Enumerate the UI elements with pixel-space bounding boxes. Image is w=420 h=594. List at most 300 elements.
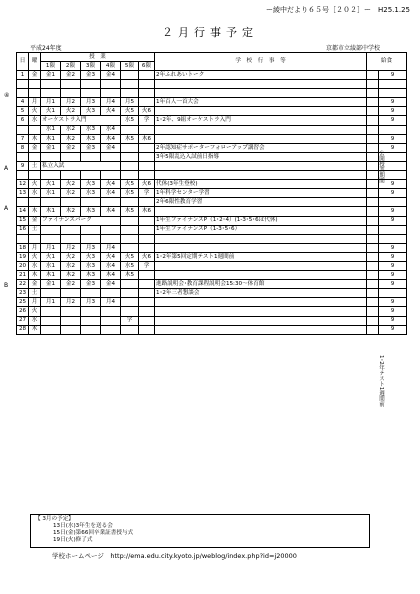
lunch-cell: 9 [379,189,407,198]
period-cell: 金4 [101,71,121,80]
school-homepage-link[interactable]: 学校ホームページ http://ema.edu.city.kyoto.jp/weblog/index.php?id=j20000 [52,552,297,560]
period-cell: 水2 [61,261,81,270]
period-cell: ファイナンスパーク [41,216,121,225]
day-cell: 15 [17,216,29,225]
period-cell: 金1 [41,280,61,289]
period-cell: 火1 [41,180,61,189]
period-cell: 金2 [61,143,81,152]
period-cell [121,71,139,80]
lunch-cell: 9 [379,98,407,107]
table-row [17,143,407,152]
period-cell [101,80,121,89]
period-cell: 木2 [61,134,81,143]
period-cell [121,307,139,316]
period-cell [139,298,155,307]
spacer-cell [367,325,379,334]
period-cell [121,216,139,225]
period-cell [61,152,81,161]
period-cell: 水4 [101,261,121,270]
period-cell: 金1 [41,143,61,152]
spacer-cell [367,298,379,307]
weekday-cell: 水 [29,189,41,198]
day-cell [17,234,29,243]
period-cell [61,225,81,234]
period-cell [139,171,155,180]
period-cell: 学 [139,189,155,198]
lunch-cell [379,234,407,243]
period-cell: 木4 [101,134,121,143]
period-head: 6限 [139,62,155,71]
event-cell [155,234,367,243]
table-row [17,171,407,180]
spacer-cell [367,234,379,243]
period-cell: 学 [121,316,139,325]
lunch-cell [379,198,407,207]
period-cell [41,89,61,98]
table-row [17,125,407,134]
period-cell: 水3 [81,261,101,270]
period-cell: 火2 [61,252,81,261]
period-cell: 火6 [139,252,155,261]
period-cell [41,80,61,89]
weekday-cell [29,89,41,98]
weekday-cell: 金 [29,71,41,80]
period-cell: 金3 [81,280,101,289]
period-cell [101,289,121,298]
period-cell [139,161,155,170]
period-cell [139,80,155,89]
period-cell [101,152,121,161]
period-cell [139,216,155,225]
day-cell: 12 [17,180,29,189]
open-class-period-note: 公開授業期間 [378,150,384,183]
period-cell [101,325,121,334]
period-cell [139,325,155,334]
weekday-cell [29,171,41,180]
period-cell [121,89,139,98]
event-cell: 代休(3年生登校) [155,180,367,189]
event-cell [155,243,367,252]
lunch-cell: 9 [379,116,407,125]
period-cell: 木6 [139,207,155,216]
table-row [17,216,407,225]
event-cell: 2年6限性教育学習 [155,198,367,207]
period-cell: 水5 [121,116,139,125]
spacer-cell [367,216,379,225]
weekday-cell: 月 [29,243,41,252]
day-cell: 23 [17,289,29,298]
spacer-cell [367,261,379,270]
period-cell: 木5 [121,207,139,216]
period-cell [121,234,139,243]
page-title: ２月行事予定 [162,26,258,39]
spacer-cell [367,71,379,80]
period-cell: 木4 [101,271,121,280]
period-cell: 水3 [81,189,101,198]
col-day: 日 [17,53,29,71]
day-cell: 22 [17,280,29,289]
table-row [17,71,407,80]
period-cell: 木3 [81,207,101,216]
period-cell [41,316,61,325]
weekday-cell: 木 [29,207,41,216]
day-cell: 20 [17,261,29,270]
lunch-cell: 9 [379,316,407,325]
period-cell: 金4 [101,143,121,152]
period-cell [81,316,101,325]
day-cell: 14 [17,207,29,216]
period-cell: 木1 [41,207,61,216]
table-row [17,116,407,125]
period-cell [121,152,139,161]
period-cell [81,198,101,207]
day-cell [17,198,29,207]
period-cell [139,225,155,234]
period-cell [121,198,139,207]
period-cell: 木4 [101,207,121,216]
notes-title: 【 3月の予定】 [35,516,74,522]
period-cell: 火1 [41,107,61,116]
period-head: 2限 [61,62,81,71]
table-row [17,271,407,280]
lunch-cell: 9 [379,298,407,307]
weekday-cell: 木 [29,134,41,143]
period-cell: 木1 [41,134,61,143]
period-cell [81,152,101,161]
period-cell [121,80,139,89]
weekday-cell: 木 [29,271,41,280]
period-cell: 火5 [121,180,139,189]
period-cell: 水4 [101,189,121,198]
table-row [17,189,407,198]
lunch-cell: 9 [379,216,407,225]
march-schedule-box [30,514,370,548]
weekday-cell [29,198,41,207]
event-cell [155,261,367,270]
day-cell [17,171,29,180]
lunch-cell: 9 [379,143,407,152]
period-cell: 水1 [41,125,61,134]
fiscal-year: 平成24年度 [30,45,62,52]
period-cell [121,280,139,289]
notes-line: 19日(火)修了式 [53,537,93,543]
period-cell: 月2 [61,98,81,107]
period-cell: 月4 [101,98,121,107]
period-cell [139,143,155,152]
lunch-cell: 9 [379,71,407,80]
lunch-cell [379,125,407,134]
period-cell: 火5 [121,107,139,116]
table-row [17,152,407,161]
lunch-cell: 9 [379,325,407,334]
period-cell [121,325,139,334]
period-cell: 火4 [101,107,121,116]
period-cell [81,225,101,234]
spacer-cell [367,307,379,316]
lunch-cell [379,289,407,298]
spacer-cell [367,243,379,252]
table-row [17,225,407,234]
table-row [17,252,407,261]
spacer-cell [367,125,379,134]
period-cell [139,125,155,134]
col-periods: 授 業 [41,53,155,62]
period-head: 5限 [121,62,139,71]
lunch-cell: 9 [379,180,407,189]
table-row [17,298,407,307]
spacer-cell [367,98,379,107]
period-cell [139,98,155,107]
weekday-cell [29,234,41,243]
weekday-cell: 火 [29,180,41,189]
table-row [17,307,407,316]
weekday-cell: 月 [29,298,41,307]
period-cell: 水5 [121,189,139,198]
period-cell: 火5 [121,252,139,261]
period-cell [139,271,155,280]
period-cell: 金1 [41,71,61,80]
period-cell: 月4 [101,243,121,252]
period-cell: 月4 [101,298,121,307]
period-cell: 火6 [139,180,155,189]
period-cell: 木6 [139,134,155,143]
event-cell [155,171,367,180]
col-dow: 曜 [29,53,41,71]
period-cell [121,298,139,307]
period-cell [101,234,121,243]
day-cell: 18 [17,243,29,252]
lunch-cell: 9 [379,271,407,280]
day-cell: 28 [17,325,29,334]
weekday-cell: 火 [29,107,41,116]
period-cell [101,198,121,207]
table-row [17,107,407,116]
period-cell [121,225,139,234]
weekday-cell [29,125,41,134]
period-cell: 月1 [41,243,61,252]
lunch-cell [379,89,407,98]
spacer-cell [367,207,379,216]
period-cell: 火4 [101,180,121,189]
newsletter-info: ー綾中だより６５号［２０２］ー H25.1.25 [266,6,410,14]
period-cell: 火4 [101,252,121,261]
period-cell: 水2 [61,189,81,198]
weekday-cell: 木 [29,325,41,334]
spacer-cell [367,107,379,116]
event-cell [155,316,367,325]
period-cell: 木3 [81,271,101,280]
period-cell [81,80,101,89]
period-cell [41,289,61,298]
period-cell [61,289,81,298]
period-cell: 月5 [121,98,139,107]
period-cell [121,289,139,298]
period-cell: 月2 [61,298,81,307]
period-cell: 水5 [121,261,139,270]
day-cell: 21 [17,271,29,280]
day-cell: 9 [17,161,29,170]
lunch-cell [379,225,407,234]
event-cell: 1年科学センター学習 [155,189,367,198]
period-cell [41,225,61,234]
weekday-cell: 水 [29,316,41,325]
lunch-cell: 9 [379,261,407,270]
lunch-cell: 9 [379,243,407,252]
weekday-cell: 水 [29,116,41,125]
period-cell [81,234,101,243]
side-mark: B [4,282,9,289]
period-cell: 金3 [81,143,101,152]
spacer-cell [367,189,379,198]
table-row [17,198,407,207]
spacer-cell [367,134,379,143]
period-cell [139,71,155,80]
event-cell: 1年百人一首大会 [155,98,367,107]
weekday-cell [29,80,41,89]
period-cell: 火2 [61,180,81,189]
weekday-cell [29,152,41,161]
period-head: 3限 [81,62,101,71]
day-cell [17,89,29,98]
period-cell [101,225,121,234]
period-cell [121,171,139,180]
period-cell: 木3 [81,134,101,143]
lunch-cell: 9 [379,280,407,289]
spacer-cell [367,198,379,207]
period-cell [139,243,155,252]
period-cell [139,198,155,207]
event-cell: 進路説明会･教育課程説明会15:30～体育館 [155,280,367,289]
period-cell [61,89,81,98]
period-cell [81,289,101,298]
period-cell [61,325,81,334]
period-cell [61,316,81,325]
spacer-cell [367,289,379,298]
event-cell [155,125,367,134]
period-cell: 木5 [121,134,139,143]
period-cell [139,289,155,298]
event-cell: 1･2年第5回定期テスト1週間前 [155,252,367,261]
table-row [17,134,407,143]
event-cell [155,325,367,334]
weekday-cell: 金 [29,216,41,225]
spacer-cell [367,80,379,89]
period-cell: 金2 [61,71,81,80]
table-row [17,207,407,216]
period-cell [61,307,81,316]
table-row [17,234,407,243]
period-cell: 火3 [81,180,101,189]
event-cell: 3年5限乱込入試前日指導 [155,152,367,161]
event-cell [155,307,367,316]
period-cell [61,171,81,180]
day-cell: 27 [17,316,29,325]
period-cell [41,171,61,180]
period-cell [101,316,121,325]
period-cell: 木1 [41,271,61,280]
table-row [17,98,407,107]
period-cell: 月1 [41,98,61,107]
weekday-cell: 火 [29,252,41,261]
weekday-cell: 水 [29,261,41,270]
spacer-cell [367,89,379,98]
event-cell: 1･2年、9組オーケストラ入門 [155,116,367,125]
period-cell [41,198,61,207]
day-cell: 8 [17,143,29,152]
event-cell [155,207,367,216]
period-cell: 火3 [81,252,101,261]
period-cell: 月2 [61,243,81,252]
period-cell [139,307,155,316]
day-cell [17,152,29,161]
period-cell: 月1 [41,298,61,307]
table-row [17,89,407,98]
lunch-cell [379,80,407,89]
side-mark: ④ [4,92,10,99]
period-cell [61,234,81,243]
spacer-cell [367,252,379,261]
period-cell: 学 [139,261,155,270]
period-head: 4限 [101,62,121,71]
event-cell [155,134,367,143]
event-cell [155,80,367,89]
table-row [17,243,407,252]
spacer-cell [367,280,379,289]
period-cell [41,152,61,161]
event-cell: 1年生ファイナンスP（1-3･5･6） [155,225,367,234]
period-cell [121,125,139,134]
period-cell [121,143,139,152]
weekday-cell: 月 [29,98,41,107]
period-cell [139,280,155,289]
period-cell: 金2 [61,280,81,289]
lunch-cell: 9 [379,307,407,316]
period-cell: 火3 [81,107,101,116]
period-cell: 水1 [41,261,61,270]
period-cell: 水1 [41,189,61,198]
period-cell: 学 [139,116,155,125]
event-cell: 1年生ファイナンスP（1･2･4）(1-3･5･6は代休) [155,216,367,225]
period-cell [139,152,155,161]
period-cell: 月3 [81,98,101,107]
table-row [17,325,407,334]
table-row [17,161,407,170]
period-cell [101,307,121,316]
period-cell [139,316,155,325]
schedule-table [16,52,407,335]
period-cell [41,234,61,243]
period-cell [81,325,101,334]
day-cell: 5 [17,107,29,116]
event-cell: 2年ふれあいトーク [155,71,367,80]
spacer-cell [367,271,379,280]
event-cell [155,89,367,98]
period-cell: 木2 [61,271,81,280]
notes-line: 15日(金)第66回卒業証書授与式 [53,530,134,536]
lunch-cell: 9 [379,134,407,143]
day-cell [17,80,29,89]
day-cell: 6 [17,116,29,125]
event-cell: 2年認知症サポーターフォローアップ講習会 [155,143,367,152]
lunch-cell: 9 [379,207,407,216]
period-cell [101,171,121,180]
period-cell: 水2 [61,125,81,134]
spacer-cell [367,316,379,325]
period-cell: 私立入試 [41,161,121,170]
event-cell: 1･2年三者懇談会 [155,289,367,298]
period-cell [121,161,139,170]
table-row [17,180,407,189]
